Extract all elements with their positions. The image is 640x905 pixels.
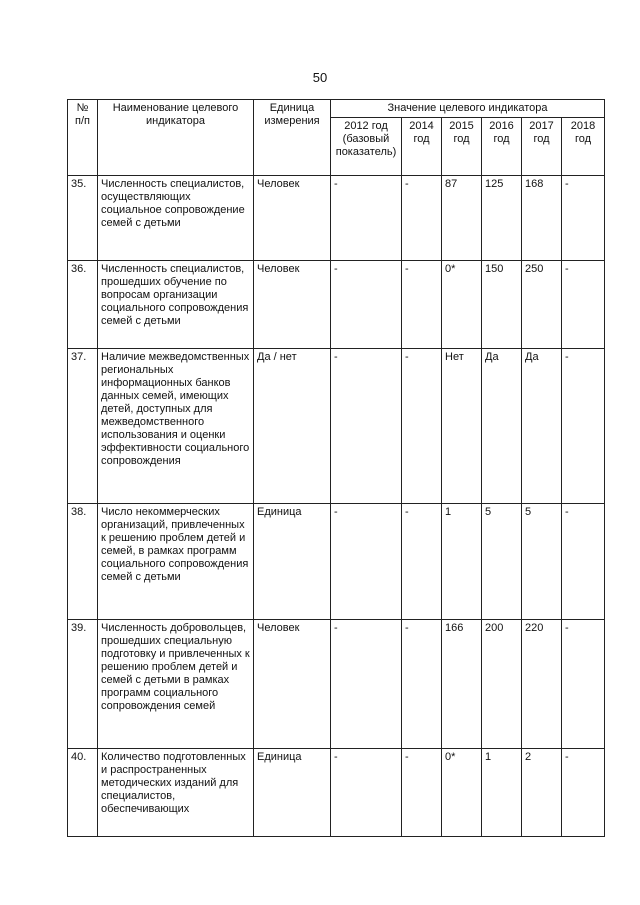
- value-cell: 0*: [442, 261, 482, 349]
- header-year: 2014 год: [402, 118, 442, 176]
- value-cell: Нет: [442, 349, 482, 504]
- value-cell: -: [331, 620, 402, 749]
- value-cell: 1: [482, 749, 522, 837]
- header-year: 2015 год: [442, 118, 482, 176]
- header-year: 2018 год: [562, 118, 605, 176]
- value-cell: Да: [482, 349, 522, 504]
- table-row: [68, 176, 605, 261]
- unit-cell: Человек: [254, 620, 331, 749]
- indicator-name: Количество подготовленных и распространенных методических изданий для специалистов, обеспечивающих: [98, 749, 254, 837]
- value-cell: 220: [522, 620, 562, 749]
- value-cell: -: [562, 176, 605, 261]
- value-cell: 166: [442, 620, 482, 749]
- header-year: 2016 год: [482, 118, 522, 176]
- value-cell: -: [562, 349, 605, 504]
- value-cell: -: [331, 261, 402, 349]
- row-number: 38.: [68, 504, 98, 620]
- indicator-name: Численность специалистов, осуществляющих социальное сопровождение семей с детьми: [98, 176, 254, 261]
- value-cell: 0*: [442, 749, 482, 837]
- value-cell: 5: [522, 504, 562, 620]
- indicator-name: Численность специалистов, прошедших обучение по вопросам организации социального сопровождения семей с детьми: [98, 261, 254, 349]
- table-row: [68, 620, 605, 749]
- value-cell: 125: [482, 176, 522, 261]
- value-cell: 168: [522, 176, 562, 261]
- value-cell: 1: [442, 504, 482, 620]
- table-row: [68, 504, 605, 620]
- table-row: [68, 349, 605, 504]
- value-cell: 2: [522, 749, 562, 837]
- row-number: 35.: [68, 176, 98, 261]
- value-cell: -: [331, 504, 402, 620]
- indicator-name: Наличие межведомственных региональных информационных банков данных семей, имеющих детей, доступных для межведомственного использования и оценки эффективности социального сопровождения: [98, 349, 254, 504]
- value-cell: 87: [442, 176, 482, 261]
- header-row: [68, 100, 605, 118]
- value-cell: -: [402, 176, 442, 261]
- value-cell: -: [562, 620, 605, 749]
- value-cell: -: [402, 349, 442, 504]
- unit-cell: Единица: [254, 749, 331, 837]
- header-unit: Единица измерения: [254, 100, 331, 176]
- page-number: 50: [312, 70, 328, 85]
- value-cell: -: [331, 349, 402, 504]
- value-cell: -: [562, 504, 605, 620]
- header-values-group: Значение целевого индикатора: [331, 100, 605, 118]
- table-row: [68, 749, 605, 837]
- header-year: 2012 год (базовый показатель): [331, 118, 402, 176]
- value-cell: -: [402, 620, 442, 749]
- header-year: 2017 год: [522, 118, 562, 176]
- unit-cell: Единица: [254, 504, 331, 620]
- value-cell: 150: [482, 261, 522, 349]
- value-cell: -: [402, 504, 442, 620]
- row-number: 39.: [68, 620, 98, 749]
- row-number: 40.: [68, 749, 98, 837]
- value-cell: -: [402, 749, 442, 837]
- indicator-name: Численность добровольцев, прошедших специальную подготовку и привлеченных к решению проблем детей и семей с детьми в рамках программ социального сопровождения семей: [98, 620, 254, 749]
- value-cell: -: [331, 176, 402, 261]
- value-cell: Да: [522, 349, 562, 504]
- unit-cell: Человек: [254, 261, 331, 349]
- value-cell: 250: [522, 261, 562, 349]
- indicator-name: Число некоммерческих организаций, привлеченных к решению проблем детей и семей, в рамках программ социального сопровождения семей с детьми: [98, 504, 254, 620]
- header-num: № п/п: [68, 100, 98, 176]
- value-cell: -: [562, 749, 605, 837]
- value-cell: -: [331, 749, 402, 837]
- value-cell: 5: [482, 504, 522, 620]
- value-cell: -: [402, 261, 442, 349]
- value-cell: -: [562, 261, 605, 349]
- header-name: Наименование целевого индикатора: [98, 100, 254, 176]
- row-number: 37.: [68, 349, 98, 504]
- indicator-table: [67, 99, 605, 837]
- unit-cell: Да / нет: [254, 349, 331, 504]
- value-cell: 200: [482, 620, 522, 749]
- table-row: [68, 261, 605, 349]
- row-number: 36.: [68, 261, 98, 349]
- unit-cell: Человек: [254, 176, 331, 261]
